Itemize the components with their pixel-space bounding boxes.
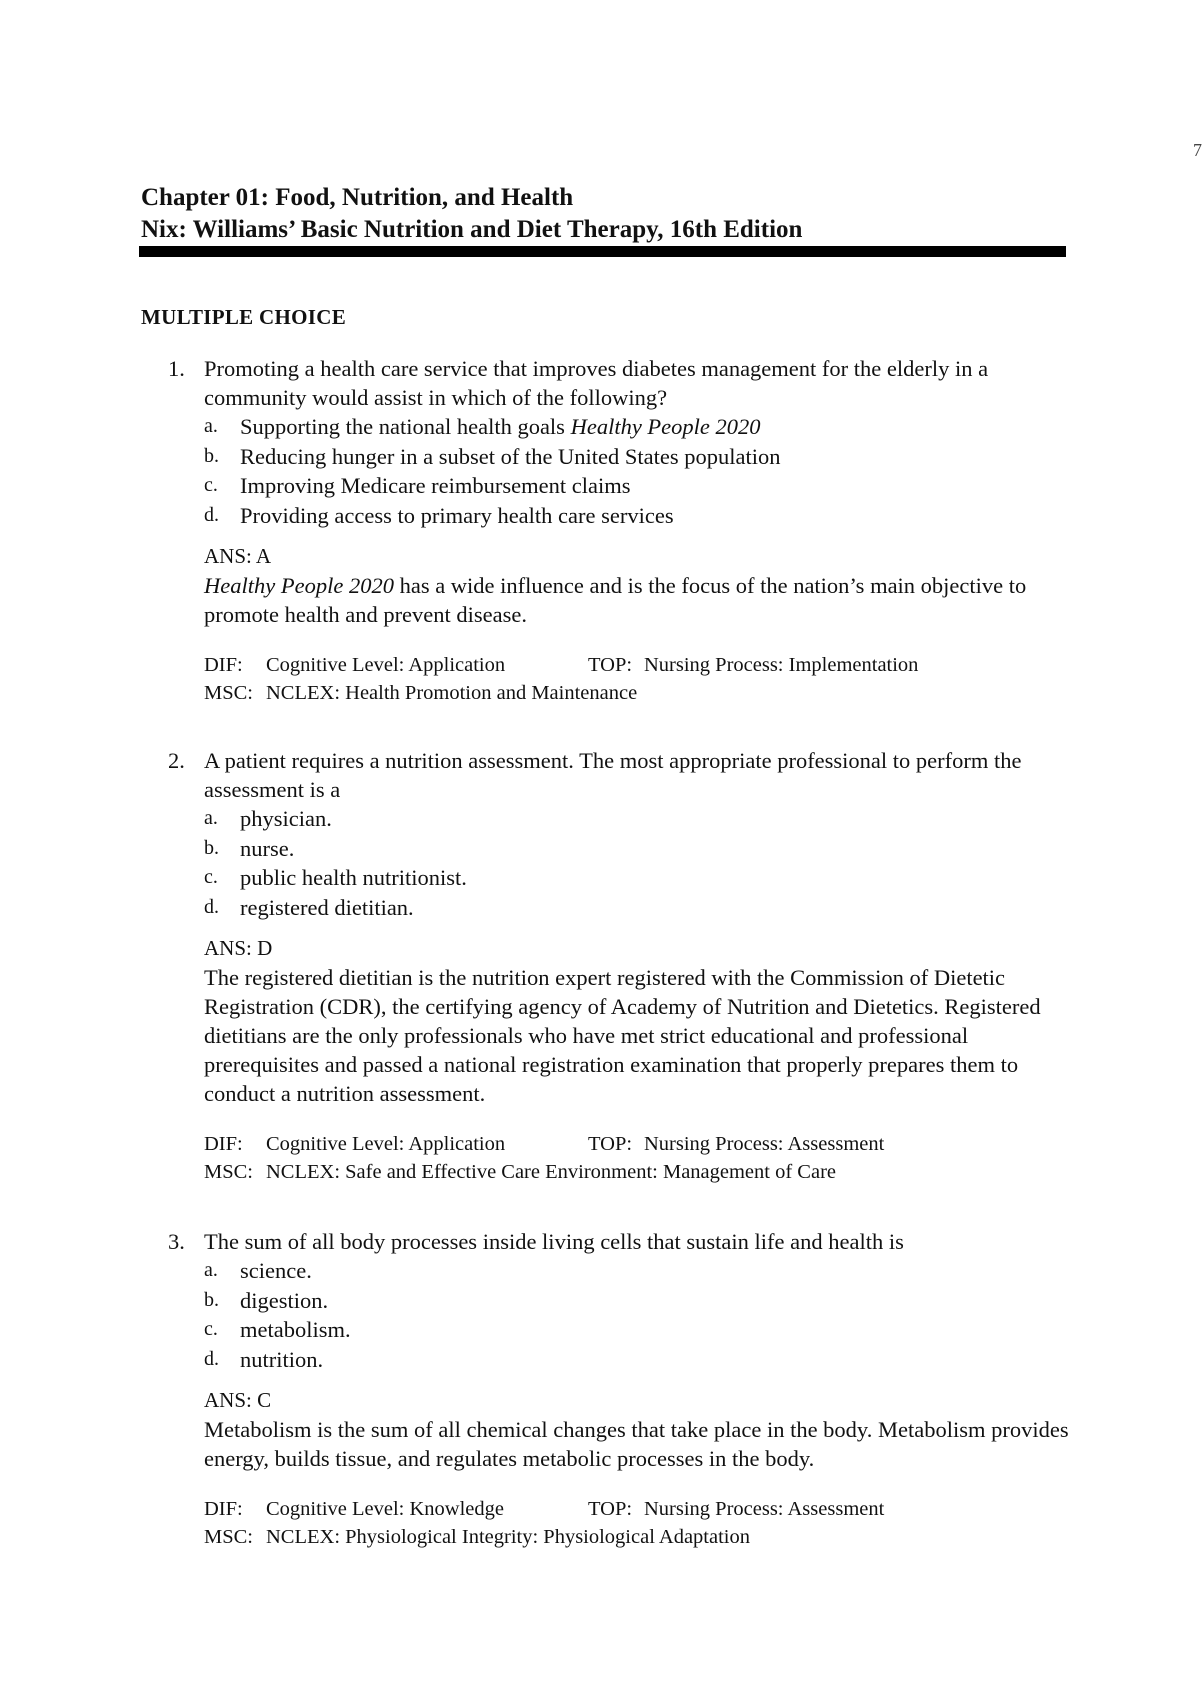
question-text: Promoting a health care service that improves diabetes management for the elderly in a community would assist in which of the following? [204, 356, 989, 410]
choice-list [204, 804, 1070, 922]
choice-text: public health nutritionist. [240, 865, 467, 890]
topic: TOP: Nursing Process: Assessment [588, 1498, 885, 1520]
choice-letter: c. [204, 866, 218, 888]
choice-c [204, 863, 1070, 893]
choice-a [204, 412, 1070, 442]
answer-key: ANS: D [204, 936, 273, 960]
choice-letter: c. [204, 1318, 218, 1340]
metadata-block [204, 1495, 1070, 1551]
difficulty: DIF: Cognitive Level: Application [204, 654, 506, 676]
question-text: The sum of all body processes inside living cells that sustain life and health is [204, 1229, 904, 1254]
chapter-title: Chapter 01: Food, Nutrition, and Health [141, 184, 574, 211]
choice-letter: a. [204, 807, 218, 829]
choice-b [204, 442, 1070, 472]
choice-letter: b. [204, 444, 219, 467]
question-2 [150, 746, 1070, 1186]
rationale: The registered dietitian is the nutrition expert registered with the Commission of Dietetic Registration (CDR), the certifying agency of Academy of Nutrition and Dietetics. Registered dietitians are the only professionals who have met strict educational and professional prerequisites and passed a national registration examination that properly prepares them to conduct a nutrition assessment. [204, 965, 1041, 1106]
answer-key: ANS: A [204, 544, 272, 568]
question-3 [150, 1227, 1070, 1551]
question-1 [150, 354, 1070, 707]
answer-key: ANS: C [204, 1388, 272, 1412]
question-number: 3. [168, 1229, 185, 1254]
header-rule [139, 246, 1066, 257]
msc: MSC: NCLEX: Safe and Effective Care Environment: Management of Care [204, 1161, 837, 1183]
choice-text: Reducing hunger in a subset of the United States population [240, 443, 781, 469]
choice-text: digestion. [240, 1287, 329, 1313]
choice-b [204, 834, 1070, 864]
question-text: A patient requires a nutrition assessment. The most appropriate professional to perform the assessment is a [204, 748, 1022, 802]
choice-letter: c. [204, 474, 218, 496]
answer-block [204, 542, 1070, 629]
choice-d [204, 1345, 1070, 1375]
rationale: Metabolism is the sum of all chemical changes that take place in the body. Metabolism provides energy, builds tissue, and regulates metabolic processes in the body. [204, 1417, 1069, 1471]
choice-text: nutrition. [240, 1346, 324, 1372]
choice-c [204, 471, 1070, 501]
choice-text: Providing access to primary health care services [240, 502, 674, 528]
choice-text: Supporting the national health goals Healthy People 2020 [240, 414, 761, 439]
edge-mark: 7 [1193, 140, 1202, 160]
choice-d [204, 893, 1070, 923]
choice-text: registered dietitian. [240, 894, 414, 920]
metadata-block [204, 651, 1070, 707]
choice-letter: d. [204, 895, 219, 918]
choice-d [204, 501, 1070, 531]
choice-text: metabolism. [240, 1317, 351, 1342]
choice-text: nurse. [240, 835, 295, 861]
section-title: MULTIPLE CHOICE [141, 305, 347, 329]
choice-letter: a. [204, 1259, 218, 1281]
choice-c [204, 1315, 1070, 1345]
difficulty: DIF: Cognitive Level: Knowledge [204, 1498, 504, 1520]
choice-letter: b. [204, 836, 219, 859]
document-header [141, 182, 1066, 246]
book-title: Nix: Williams’ Basic Nutrition and Diet Therapy, 16th Edition [141, 216, 803, 243]
answer-block [204, 934, 1070, 1108]
difficulty: DIF: Cognitive Level: Application [204, 1133, 506, 1155]
choice-letter: a. [204, 415, 218, 437]
choice-letter: d. [204, 1347, 219, 1370]
choice-text: science. [240, 1258, 312, 1283]
msc: MSC: NCLEX: Physiological Integrity: Physiological Adaptation [204, 1526, 750, 1548]
answer-block [204, 1386, 1070, 1473]
choice-list [204, 412, 1070, 530]
choice-a [204, 804, 1070, 834]
metadata-block [204, 1130, 1070, 1186]
choice-letter: d. [204, 503, 219, 526]
topic: TOP: Nursing Process: Assessment [588, 1133, 885, 1155]
italic-title: Healthy People 2020 [570, 414, 761, 439]
choice-text: Improving Medicare reimbursement claims [240, 473, 631, 498]
question-number: 2. [168, 748, 185, 773]
choice-b [204, 1286, 1070, 1316]
topic: TOP: Nursing Process: Implementation [588, 654, 919, 676]
choice-a [204, 1256, 1070, 1286]
msc: MSC: NCLEX: Health Promotion and Maintenance [204, 682, 638, 704]
question-number: 1. [168, 356, 185, 381]
choice-text: physician. [240, 806, 332, 831]
choice-list [204, 1256, 1070, 1374]
choice-letter: b. [204, 1288, 219, 1311]
rationale: Healthy People 2020 has a wide influence and is the focus of the nation’s main objective to promote health and prevent disease. [204, 573, 1027, 627]
